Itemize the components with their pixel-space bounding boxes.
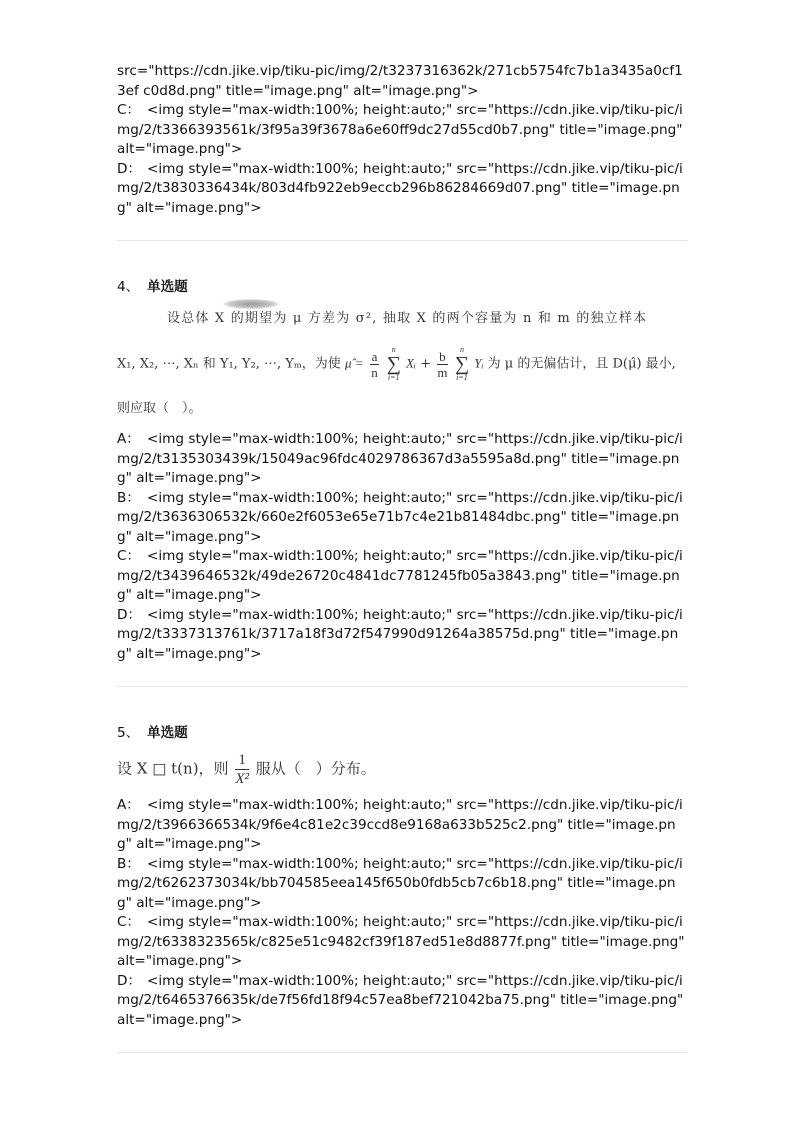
q5-options xyxy=(117,796,687,1030)
q4-option-c[interactable]: C： <img style="max-width:100%; height:auto;" src="https://cdn.jike.vip/tiku-pic/img/2/t3439646532k/49de26720c4841dc7781245fb05a3843.png" title="image.png" alt="image.png"> xyxy=(117,548,683,603)
question-header: 4、 单选题 xyxy=(117,279,188,295)
q4-option-b[interactable]: B： <img style="max-width:100%; height:auto;" src="https://cdn.jike.vip/tiku-pic/img/2/t3636306532k/660e2f6053e65e71b7c4e21b81484dbc.png" title="image.png" alt="image.png"> xyxy=(117,489,683,545)
q3-option-b-tail: src="https://cdn.jike.vip/tiku-pic/img/2/t3237316362k/271cb5754fc7b1a3435a0cf13ef c0d8d.png" title="image.png" alt="image.png"> xyxy=(117,63,683,99)
question-5 xyxy=(117,723,687,1030)
q4-options xyxy=(117,430,687,664)
stem-line-2: X₁, X₂, ⋯, Xₙ 和 Y₁, Y₂, ⋯, Yₘ，为使 μ̂ = $\frac{a}{n}$ n ∑ i=1 Xᵢ + $\frac{b}{m}$ n ∑ i=1 Yᵢ 为 μ 的无偏估计，且 D(μ̂) 最小, xyxy=(117,345,676,382)
question-header: 5、 单选题 xyxy=(117,725,188,741)
separator xyxy=(117,240,687,241)
question-4 xyxy=(117,277,687,664)
q5-option-b[interactable]: B： <img style="max-width:100%; height:auto;" src="https://cdn.jike.vip/tiku-pic/img/2/t6262373034k/bb704585eea145f650b0fdb5cb7c6b18.png" title="image.png" alt="image.png"> xyxy=(117,855,683,911)
q3-option-c[interactable]: C： <img style="max-width:100%; height:auto;" src="https://cdn.jike.vip/tiku-pic/img/2/t3366393561k/3f95a39f3678a6e60ff9dc27d55cd0b7.png" title="image.png" alt="image.png"> xyxy=(117,102,683,157)
q5-option-c[interactable]: C： <img style="max-width:100%; height:auto;" src="https://cdn.jike.vip/tiku-pic/img/2/t6338323565k/c825e51c9482cf39f187ed51e8d8877f.png" title="image.png" alt="image.png"> xyxy=(117,914,685,969)
scan-smudge xyxy=(223,299,279,309)
sum-symbol: n ∑ i=1 xyxy=(386,345,401,382)
q5-option-d[interactable]: D： <img style="max-width:100%; height:auto;" src="https://cdn.jike.vip/tiku-pic/img/2/t6465376635k/de7f56fd18f94c57ea8bef721042ba75.png" title="image.png" alt="image.png"> xyxy=(117,972,684,1028)
question-stem: 设 X □ t(n)，则 $\frac{1}{\text{X²}}$ 服从（ ）分布。 xyxy=(117,752,376,787)
q5-option-a[interactable]: A： <img style="max-width:100%; height:auto;" src="https://cdn.jike.vip/tiku-pic/img/2/t3966366534k/9f6e4c81e2c39ccd8e9168a633b525c2.png" title="image.png" alt="image.png"> xyxy=(117,797,683,852)
separator xyxy=(117,1052,687,1053)
question-stem xyxy=(117,309,687,416)
fraction-b-m: $\frac{b}{m}$ xyxy=(437,348,448,380)
fraction-a-n: $\frac{a}{n}$ xyxy=(371,348,378,380)
stem-line-3: 则应取（ ）。 xyxy=(117,401,202,416)
q4-option-a[interactable]: A： <img style="max-width:100%; height:auto;" src="https://cdn.jike.vip/tiku-pic/img/2/t3135303439k/15049ac96fdc4029786367d3a5595a8d.png" title="image.png" alt="image.png"> xyxy=(117,431,683,486)
q4-option-d[interactable]: D： <img style="max-width:100%; height:auto;" src="https://cdn.jike.vip/tiku-pic/img/2/t3337313761k/3717a18f3d72f547990d91264a38575d.png" title="image.png" alt="image.png"> xyxy=(117,606,683,662)
q3-option-d[interactable]: D： <img style="max-width:100%; height:auto;" src="https://cdn.jike.vip/tiku-pic/img/2/t3830336434k/803d4fb922eb9eccb296b86284669d07.png" title="image.png" alt="image.png"> xyxy=(117,160,683,216)
separator xyxy=(117,686,687,687)
question-page xyxy=(117,62,687,1053)
sum-symbol: n ∑ i=1 xyxy=(454,345,470,382)
fraction-one-over-x2: $\frac{1}{\text{X²}}$ xyxy=(235,752,250,787)
stem-line-1: 设总体 X 的期望为 μ 方差为 σ², 抽取 X 的两个容量为 n 和 m 的独立样本 xyxy=(167,311,648,326)
q3-options xyxy=(117,62,687,218)
